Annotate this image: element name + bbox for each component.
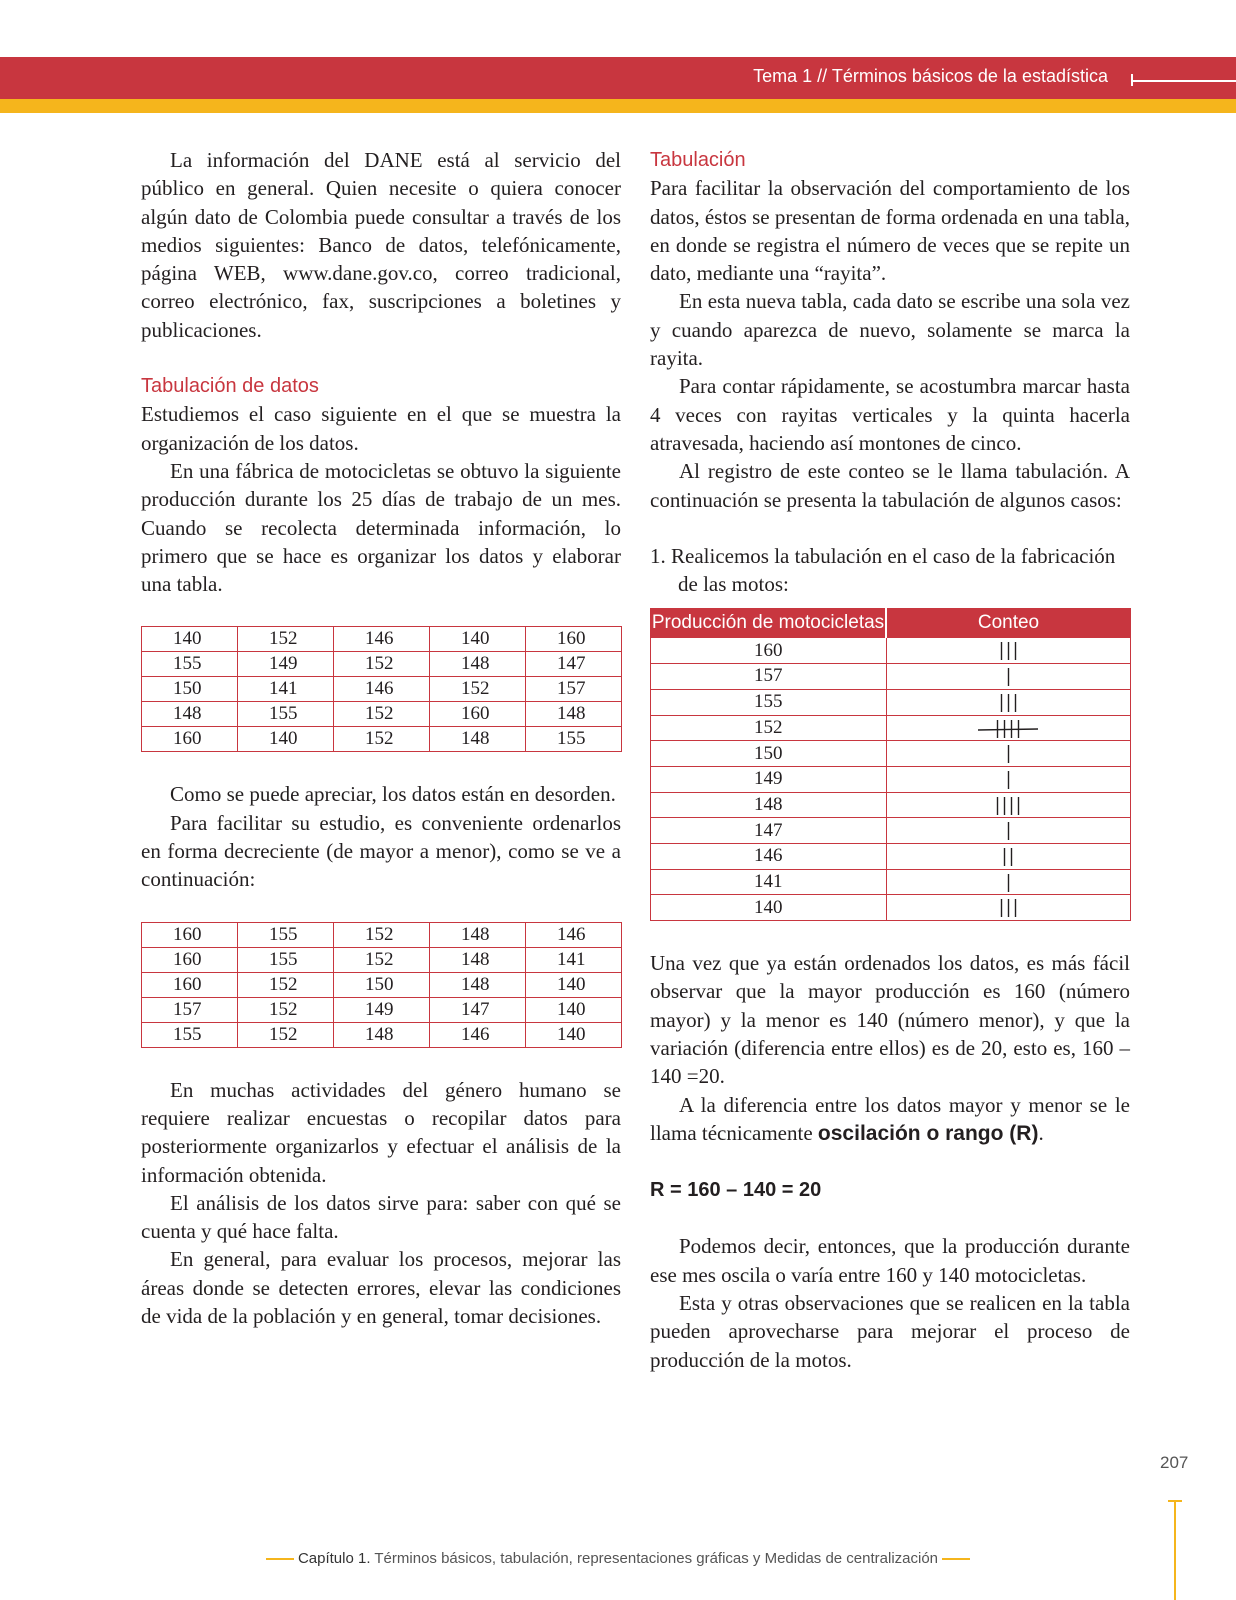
paragraph: Como se puede apreciar, los datos están en desorden. [170,782,616,807]
table-cell: 149 [334,997,430,1022]
footer-rule-right [942,1558,970,1560]
table-row [651,766,1131,792]
tally-icon [996,640,1021,662]
table-row [142,922,622,947]
raw-data-table [141,626,622,752]
paragraph: Una vez que ya están ordenados los datos, es más fácil observar que la mayor producción es 160 (número mayor) y la menor es 140 (número menor), y que la variación (diferencia entre ellos) es de 20, esto es, 160 – 140 =20. [650,951,1130,1089]
paragraph: El análisis de los datos sirve para: saber con qué se cuenta y qué hace falta. [141,1190,621,1244]
table-cell: 146 [334,677,430,702]
production-value: 157 [651,664,887,690]
paragraph-end: . [1038,1120,1044,1145]
table-row [651,689,1131,715]
table-cell: 155 [142,1022,238,1047]
tally-icon [992,795,1024,817]
right-column [650,146,1130,1374]
table-cell: 160 [142,727,238,752]
table-cell: 140 [526,972,622,997]
table-cell: 155 [526,727,622,752]
table-cell: 140 [526,1022,622,1047]
table-cell: 149 [238,652,334,677]
table-cell: 147 [526,652,622,677]
table-cell: 148 [430,972,526,997]
table-cell: 160 [142,922,238,947]
table-row [651,818,1131,844]
table-cell: 160 [142,972,238,997]
range-term: oscilación o rango (R) [817,1121,1039,1145]
paragraph: Esta y otras observaciones que se realicen en la tabla pueden aprovecharse para mejorar el proceso de producción de la motos. [650,1290,1130,1372]
table-cell: 152 [334,702,430,727]
paragraph [650,1091,1130,1149]
tally-marks [886,741,1131,767]
paragraph: Para facilitar su estudio, es conveniente ordenarlos en forma decreciente (de mayor a menor), como se ve a continuación: [141,810,621,892]
table-row [142,997,622,1022]
tally-icon [996,897,1021,919]
footer-chapter-label: Capítulo 1. [297,1550,371,1567]
tally-icon [1003,743,1014,765]
paragraph: Al registro de este conteo se le llama tabulación. A continuación se presenta la tabulación de algunos casos: [650,459,1130,512]
table-cell: 150 [142,677,238,702]
table-cell: 155 [142,652,238,677]
table-cell: 148 [334,1022,430,1047]
section-heading: Tabulación [650,149,746,171]
tally-header-count: Conteo [886,609,1131,638]
table-cell: 152 [238,997,334,1022]
list-item: 1. Realicemos la tabulación en el caso de la fabricación de las motos: [650,543,1116,597]
table-cell: 152 [334,922,430,947]
production-value: 152 [651,715,887,741]
table-cell: 148 [430,947,526,972]
table-cell: 141 [526,947,622,972]
production-value: 147 [651,818,887,844]
table-cell: 150 [334,972,430,997]
tally-marks [886,895,1131,921]
range-formula: R = 160 – 140 = 20 [650,1179,822,1202]
paragraph: En general, para evaluar los procesos, mejorar las áreas donde se detecten errores, elevar las condiciones de vida de la población y en general, tomar decisiones. [141,1247,621,1329]
table-cell: 146 [430,1022,526,1047]
production-value: 149 [651,766,887,792]
tally-marks [886,638,1131,664]
table-row [142,727,622,752]
table-cell: 148 [430,727,526,752]
table-row [651,715,1131,741]
tally-icon [1003,820,1014,842]
table-cell: 152 [334,652,430,677]
table-cell: 148 [142,702,238,727]
table-cell: 140 [142,627,238,652]
table-row [651,664,1131,690]
tally-marks [886,818,1131,844]
table-cell: 152 [430,677,526,702]
table-cell: 140 [238,727,334,752]
paragraph: En esta nueva tabla, cada dato se escribe una sola vez y cuando aparezca de nuevo, solamente se marca la rayita. [650,289,1130,371]
tally-icon [1003,872,1014,894]
table-row [142,702,622,727]
table-cell: 141 [238,677,334,702]
tally-icon [976,718,1040,740]
production-value: 146 [651,843,887,869]
tally-marks [886,766,1131,792]
table-cell: 152 [334,947,430,972]
tally-marks [886,664,1131,690]
production-value: 150 [651,741,887,767]
header-title: Tema 1 // Términos básicos de la estadística [753,66,1108,86]
paragraph: Para contar rápidamente, se acostumbra marcar hasta 4 veces con rayitas verticales y la quinta hacerla atravesada, haciendo así montones de cinco. [650,374,1130,455]
tally-marks [886,792,1131,818]
table-cell: 148 [430,652,526,677]
table-cell: 152 [238,972,334,997]
table-cell: 152 [334,727,430,752]
table-cell: 160 [526,627,622,652]
footer-rule-left [266,1558,294,1560]
tally-icon [999,846,1017,868]
paragraph: Para facilitar la observación del comportamiento de los datos, éstos se presentan de forma ordenada en una tabla, en donde se registra el número de veces que se repite un dato, mediante una “rayita”. [650,176,1130,286]
table-cell: 147 [430,997,526,1022]
table-row [651,741,1131,767]
footer [0,1550,1236,1567]
table-row [142,947,622,972]
table-cell: 146 [334,627,430,652]
paragraph: Podemos decir, entonces, que la producción durante ese mes oscila o varía entre 160 y 140 motocicletas. [650,1234,1130,1287]
paragraph-text: A la diferencia entre los datos mayor y menor se le llama técnicamente [650,1092,1130,1145]
header-stripe [0,99,1236,113]
table-row [651,792,1131,818]
page-number: 207 [1160,1453,1189,1472]
footer-chapter-title: Términos básicos, tabulación, representaciones gráficas y Medidas de centralización [370,1550,939,1567]
production-value: 141 [651,869,887,895]
tally-marks [886,689,1131,715]
table-cell: 148 [526,702,622,727]
table-cell: 155 [238,922,334,947]
tally-icon [1003,666,1014,688]
tally-icon [1003,769,1014,791]
paragraph: La información del DANE está al servicio del público en general. Quien necesite o quiera conocer algún dato de Colombia puede consultar a través de los medios siguientes: Banco de datos, telefónicamente, página WEB, www.dane.gov.co, correo tradicional, correo electrónico, fax, suscripciones a boletines y publicaciones. [141,148,621,342]
table-row [651,869,1131,895]
production-value: 155 [651,689,887,715]
table-cell: 140 [526,997,622,1022]
table-cell: 157 [142,997,238,1022]
table-cell: 148 [430,922,526,947]
paragraph: En muchas actividades del género humano se requiere realizar encuestas o recopilar datos para posteriormente organizarlos y efectuar el análisis de la información obtenida. [141,1077,621,1187]
production-value: 140 [651,895,887,921]
table-cell: 155 [238,947,334,972]
tally-table [650,608,1131,921]
production-value: 148 [651,792,887,818]
production-value: 160 [651,638,887,664]
left-column [141,146,621,1330]
table-cell: 157 [526,677,622,702]
table-row [651,895,1131,921]
tally-icon [996,692,1021,714]
table-cell: 140 [430,627,526,652]
sorted-data-table [141,922,622,1048]
section-heading: Tabulación de datos [141,375,319,398]
table-cell: 152 [238,627,334,652]
table-cell: 160 [430,702,526,727]
table-cell: 146 [526,922,622,947]
table-row [651,843,1131,869]
table-row [142,972,622,997]
table-cell: 155 [238,702,334,727]
paragraph: En una fábrica de motocicletas se obtuvo la siguiente producción durante los 25 días de trabajo de un mes. Cuando se recolecta determinada información, lo primero que se hace es organizar los datos y elaborar una tabla. [141,458,621,597]
paragraph: Estudiemos el caso siguiente en el que se muestra la organización de los datos. [141,402,621,455]
tally-header-production: Producción de motocicletas [651,609,887,638]
tally-marks [886,869,1131,895]
table-row [142,627,622,652]
table-cell: 160 [142,947,238,972]
table-row [142,677,622,702]
table-cell: 152 [238,1022,334,1047]
table-row [651,638,1131,664]
tally-marks [886,715,1131,741]
header-rule [1131,80,1236,82]
table-row [142,1022,622,1047]
tally-marks [886,843,1131,869]
table-row [142,652,622,677]
